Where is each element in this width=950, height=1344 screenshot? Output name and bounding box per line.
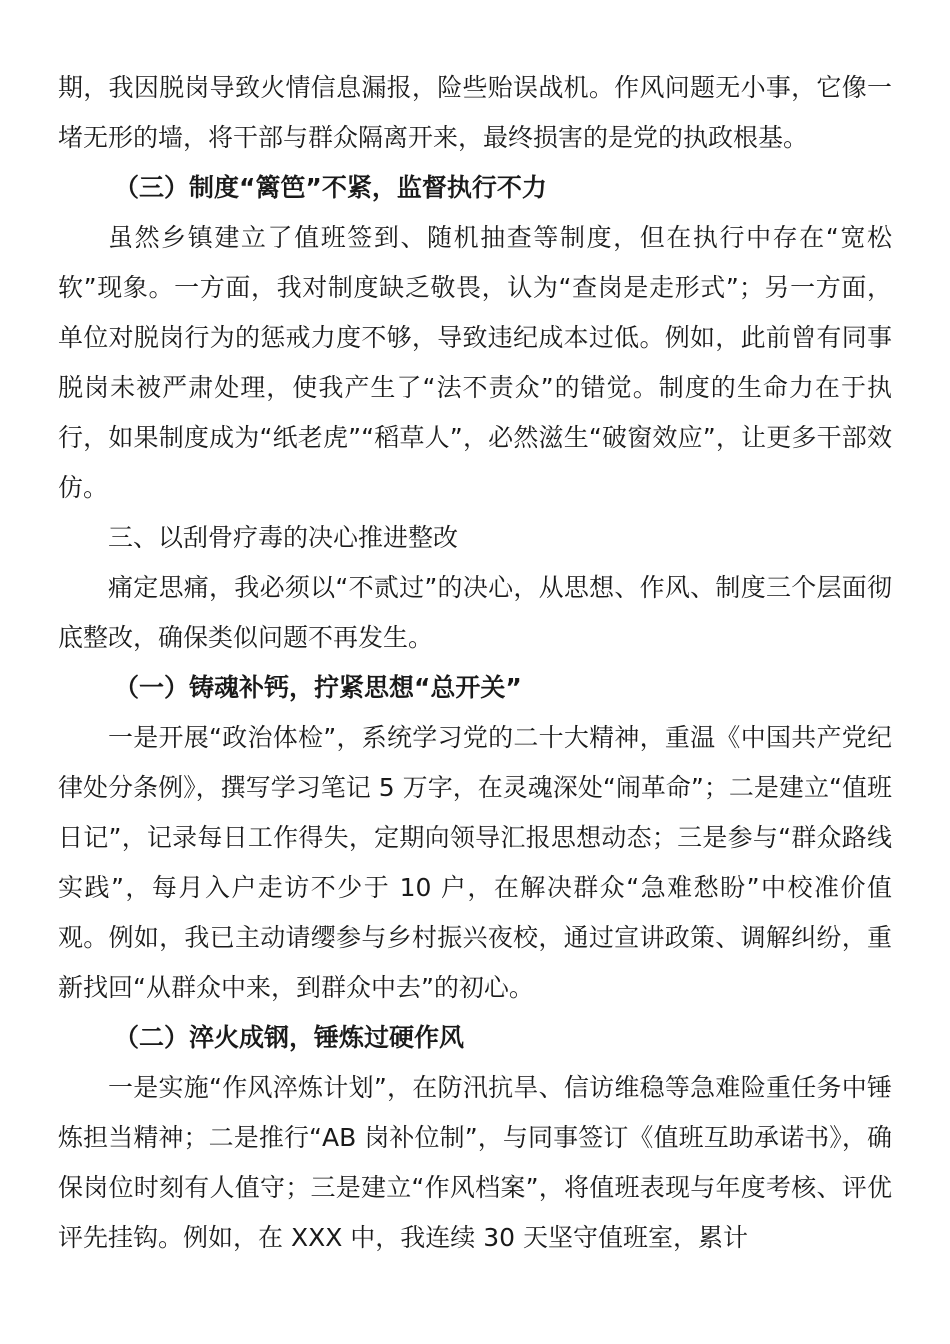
subheading-section-2-3: （三）制度“篱笆”不紧，监督执行不力 (114, 173, 547, 202)
subheading-section-3-2: （二）淬火成钢，锤炼过硬作风 (114, 1023, 465, 1052)
document-body (58, 63, 892, 1263)
section-heading-3: 三、以刮骨疗毒的决心推进整改 (108, 523, 459, 552)
paragraph-rectification-intro: 痛定思痛，我必须以“不贰过”的决心，从思想、作风、制度三个层面彻底整改，确保类似问题不再发生。 (58, 573, 892, 652)
paragraph-continued: 期，我因脱岗导致火情信息漏报，险些贻误战机。作风问题无小事，它像一堵无形的墙，将干部与群众隔离开来，最终损害的是党的执政根基。 (58, 73, 892, 152)
paragraph-work-style-measures: 一是实施“作风淬炼计划”，在防汛抗旱、信访维稳等急难险重任务中锤炼担当精神；二是推行“AB 岗补位制”，与同事签订《值班互助承诺书》，确保岗位时刻有人值守；三是建立“作风档案”，将值班表现与年度考核、评优评先挂钩。例如，在 XXX 中，我连续 30 天坚守值班室，累计 (58, 1073, 892, 1252)
paragraph-ideology-measures: 一是开展“政治体检”，系统学习党的二十大精神，重温《中国共产党纪律处分条例》，撰写学习笔记 5 万字，在灵魂深处“闹革命”；二是建立“值班日记”，记录每日工作得失，定期向领导汇报思想动态；三是参与“群众路线实践”，每月入户走访不少于 10 户，在解决群众“急难愁盼”中校准价值观。例如，我已主动请缨参与乡村振兴夜校，通过宣讲政策、调解纠纷，重新找回“从群众中来，到群众中去”的初心。 (58, 723, 893, 1002)
subheading-section-3-1: （一）铸魂补钙，拧紧思想“总开关” (114, 673, 522, 702)
paragraph-system-execution: 虽然乡镇建立了值班签到、随机抽查等制度，但在执行中存在“宽松软”现象。一方面，我对制度缺乏敬畏，认为“查岗是走形式”；另一方面，单位对脱岗行为的惩戒力度不够，导致违纪成本过低。例如，此前曾有同事脱岗未被严肃处理，使我产生了“法不责众”的错觉。制度的生命力在于执行，如果制度成为“纸老虎”“稻草人”，必然滋生“破窗效应”，让更多干部效仿。 (58, 223, 892, 502)
